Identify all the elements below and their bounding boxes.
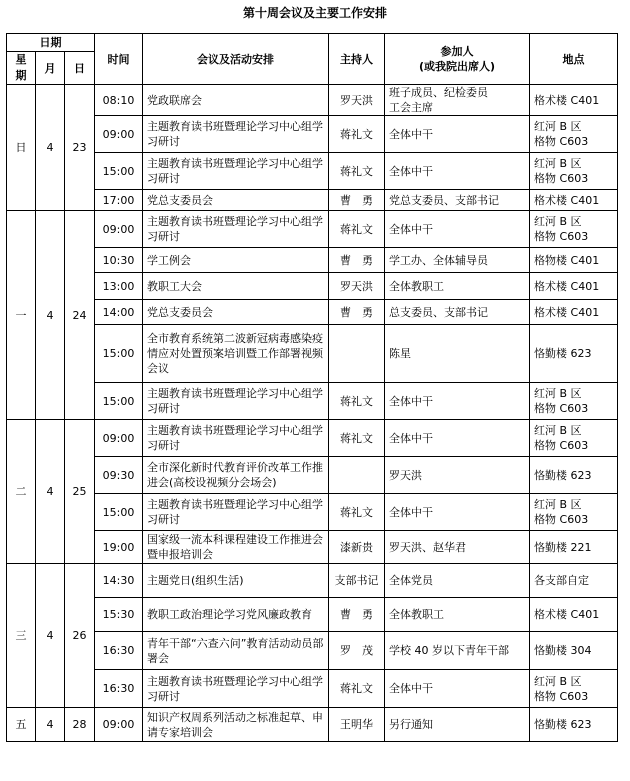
host-cell: 曹 勇 (329, 300, 385, 325)
host-cell: 支部书记 (329, 564, 385, 598)
location-cell (530, 708, 618, 742)
day-header: 日 (65, 52, 95, 85)
host-cell (329, 325, 385, 383)
attendees-cell (385, 273, 530, 300)
time-cell: 19:00 (95, 531, 143, 564)
attendees-cell (385, 457, 530, 494)
attendees-cell (385, 153, 530, 190)
location-cell (530, 531, 618, 564)
location-line: 格物 C603 (534, 230, 589, 243)
schedule-row (7, 598, 618, 632)
event-cell: 主题党日(组织生活) (143, 564, 329, 598)
event-cell: 教职工大会 (143, 273, 329, 300)
event-cell: 主题教育读书班暨理论学习中心组学习研讨 (143, 494, 329, 531)
attendees-line: 全体教职工 (389, 608, 445, 621)
location-line: 格物楼 C401 (534, 253, 600, 267)
attendees-line: 学校 40 岁以下青年干部 (389, 644, 510, 657)
schedule-row (7, 211, 618, 248)
time-cell: 13:00 (95, 273, 143, 300)
weekday-cell: 二 (7, 420, 36, 564)
schedule-row (7, 273, 618, 300)
month-cell: 4 (36, 708, 65, 742)
host-cell: 蒋礼文 (329, 153, 385, 190)
event-cell: 党总支委员会 (143, 300, 329, 325)
time-cell: 09:00 (95, 420, 143, 457)
attendees-line: 全体党员 (389, 574, 434, 587)
time-cell: 09:00 (95, 116, 143, 153)
date-header: 日期 (7, 34, 95, 52)
attendees-line: 总支委员、支部书记 (389, 305, 489, 319)
host-cell: 罗 茂 (329, 632, 385, 670)
host-cell (329, 457, 385, 494)
attendees-cell (385, 325, 530, 383)
location-cell (530, 670, 618, 708)
attendees-line: 另行通知 (389, 718, 434, 731)
time-cell: 16:30 (95, 670, 143, 708)
time-cell: 17:00 (95, 190, 143, 211)
location-cell (530, 300, 618, 325)
month-cell: 4 (36, 564, 65, 708)
attendee-header-line1: 参加人 (440, 45, 474, 58)
location-cell (530, 273, 618, 300)
weekday-cell: 三 (7, 564, 36, 708)
event-cell: 主题教育读书班暨理论学习中心组学习研讨 (143, 420, 329, 457)
schedule-body (7, 85, 618, 742)
location-line: 格物 C603 (534, 513, 589, 526)
weekday-header-char: 期 (15, 69, 27, 82)
month-header: 月 (36, 52, 65, 85)
event-cell: 主题教育读书班暨理论学习中心组学习研讨 (143, 211, 329, 248)
location-cell (530, 457, 618, 494)
attendees-line: 党总支委员、支部书记 (389, 193, 500, 207)
weekday-header (7, 52, 36, 85)
location-line: 恪勤楼 623 (534, 468, 592, 482)
location-line: 格术楼 C401 (534, 193, 600, 207)
time-cell: 14:00 (95, 300, 143, 325)
attendees-cell (385, 564, 530, 598)
schedule-row (7, 248, 618, 273)
host-cell: 蒋礼文 (329, 494, 385, 531)
attendees-cell (385, 708, 530, 742)
schedule-row (7, 531, 618, 564)
location-cell (530, 494, 618, 531)
header-row-1 (7, 34, 618, 52)
schedule-row (7, 153, 618, 190)
event-cell: 全市深化新时代教育评价改革工作推进会(高校设视频分会场会) (143, 457, 329, 494)
attendees-line: 全体中干 (389, 164, 434, 178)
location-line: 格术楼 C401 (534, 279, 600, 293)
day-cell: 26 (65, 564, 95, 708)
event-cell: 党总支委员会 (143, 190, 329, 211)
attendees-cell (385, 116, 530, 153)
location-line: 恪勤楼 623 (534, 718, 592, 731)
attendees-line: 工会主席 (389, 101, 434, 114)
location-line: 红河 B 区 (534, 120, 582, 133)
event-cell: 知识产权周系列活动之标准起草、申请专家培训会 (143, 708, 329, 742)
month-cell: 4 (36, 211, 65, 420)
location-cell (530, 190, 618, 211)
event-cell: 学工例会 (143, 248, 329, 273)
location-cell (530, 564, 618, 598)
attendees-line: 全体中干 (389, 431, 434, 445)
attendees-cell (385, 531, 530, 564)
schedule-row (7, 300, 618, 325)
attendees-cell (385, 420, 530, 457)
schedule-row (7, 632, 618, 670)
attendees-line: 全体中干 (389, 222, 434, 236)
location-line: 红河 B 区 (534, 157, 582, 170)
event-header: 会议及活动安排 (143, 34, 329, 85)
attendees-line: 全体中干 (389, 394, 434, 408)
location-line: 格物 C603 (534, 135, 589, 148)
event-cell: 全市教育系统第二波新冠病毒感染疫情应对处置预案培训暨工作部署视频会议 (143, 325, 329, 383)
attendees-line: 全体中干 (389, 127, 434, 141)
attendees-line: 学工办、全体辅导员 (389, 253, 489, 267)
location-cell (530, 420, 618, 457)
location-line: 恪勤楼 623 (534, 347, 592, 360)
host-cell: 曹 勇 (329, 248, 385, 273)
host-cell: 蒋礼文 (329, 670, 385, 708)
day-cell: 28 (65, 708, 95, 742)
location-line: 格术楼 C401 (534, 608, 600, 621)
attendee-header-line2: (或我院出席人) (418, 60, 496, 73)
attendees-line: 全体中干 (389, 505, 434, 519)
host-cell: 漆新贵 (329, 531, 385, 564)
host-cell: 蒋礼文 (329, 383, 385, 420)
location-cell (530, 153, 618, 190)
schedule-row (7, 325, 618, 383)
attendees-line: 全体教职工 (389, 279, 445, 293)
location-line: 各支部自定 (534, 574, 590, 587)
host-cell: 王明华 (329, 708, 385, 742)
attendees-line: 罗天洪 (389, 468, 423, 482)
attendees-cell (385, 248, 530, 273)
location-cell (530, 383, 618, 420)
time-cell: 15:00 (95, 153, 143, 190)
schedule-row (7, 564, 618, 598)
location-line: 恪勤楼 221 (534, 540, 592, 554)
event-cell: 教职工政治理论学习党风廉政教育 (143, 598, 329, 632)
event-cell: 党政联席会 (143, 85, 329, 116)
event-cell: 青年干部“六查六问”教育活动动员部署会 (143, 632, 329, 670)
month-cell: 4 (36, 420, 65, 564)
location-line: 红河 B 区 (534, 674, 582, 688)
location-cell (530, 248, 618, 273)
location-line: 格物 C603 (534, 689, 589, 703)
location-line: 格物 C603 (534, 402, 589, 415)
event-cell: 主题教育读书班暨理论学习中心组学习研讨 (143, 670, 329, 708)
time-cell: 16:30 (95, 632, 143, 670)
location-cell (530, 85, 618, 116)
location-cell (530, 632, 618, 670)
attendee-header (385, 34, 530, 85)
time-cell: 09:30 (95, 457, 143, 494)
location-cell (530, 116, 618, 153)
event-cell: 国家级一流本科课程建设工作推进会暨申报培训会 (143, 531, 329, 564)
location-line: 红河 B 区 (534, 498, 582, 511)
schedule-row (7, 457, 618, 494)
host-cell: 蒋礼文 (329, 211, 385, 248)
location-line: 红河 B 区 (534, 387, 582, 400)
attendees-cell (385, 190, 530, 211)
attendees-cell (385, 85, 530, 116)
day-cell: 24 (65, 211, 95, 420)
time-cell: 08:10 (95, 85, 143, 116)
time-cell: 15:00 (95, 325, 143, 383)
location-line: 恪勤楼 304 (534, 644, 592, 657)
schedule-row (7, 190, 618, 211)
attendees-cell (385, 632, 530, 670)
time-header: 时间 (95, 34, 143, 85)
time-cell: 14:30 (95, 564, 143, 598)
event-cell: 主题教育读书班暨理论学习中心组学习研讨 (143, 383, 329, 420)
location-line: 格术楼 C401 (534, 93, 600, 107)
location-line: 格物 C603 (534, 439, 589, 452)
time-cell: 09:00 (95, 211, 143, 248)
time-cell: 10:30 (95, 248, 143, 273)
weekday-header-char: 星 (15, 53, 27, 66)
location-header: 地点 (530, 34, 618, 85)
schedule-row (7, 670, 618, 708)
attendees-cell (385, 598, 530, 632)
event-cell: 主题教育读书班暨理论学习中心组学习研讨 (143, 153, 329, 190)
time-cell: 15:00 (95, 383, 143, 420)
location-line: 格物 C603 (534, 172, 589, 185)
attendees-cell (385, 670, 530, 708)
host-header: 主持人 (329, 34, 385, 85)
location-line: 格术楼 C401 (534, 305, 600, 319)
attendees-line: 班子成员、纪检委员 (389, 86, 489, 99)
attendees-line: 全体中干 (389, 682, 434, 695)
time-cell: 09:00 (95, 708, 143, 742)
attendees-cell (385, 383, 530, 420)
attendees-line: 罗天洪、赵华君 (389, 540, 467, 554)
schedule-row (7, 383, 618, 420)
month-cell: 4 (36, 85, 65, 211)
attendees-cell (385, 494, 530, 531)
schedule-row (7, 85, 618, 116)
location-cell (530, 598, 618, 632)
location-cell (530, 325, 618, 383)
weekday-cell: 日 (7, 85, 36, 211)
schedule-row (7, 420, 618, 457)
attendees-line: 陈星 (389, 347, 412, 360)
location-line: 红河 B 区 (534, 215, 582, 228)
time-cell: 15:00 (95, 494, 143, 531)
attendees-cell (385, 300, 530, 325)
attendees-cell (385, 211, 530, 248)
day-cell: 25 (65, 420, 95, 564)
schedule-row (7, 116, 618, 153)
event-cell: 主题教育读书班暨理论学习中心组学习研讨 (143, 116, 329, 153)
schedule-row (7, 708, 618, 742)
schedule-row (7, 494, 618, 531)
day-cell: 23 (65, 85, 95, 211)
schedule-table (6, 33, 618, 742)
host-cell: 罗天洪 (329, 273, 385, 300)
host-cell: 罗天洪 (329, 85, 385, 116)
time-cell: 15:30 (95, 598, 143, 632)
page-title: 第十周会议及主要工作安排 (242, 6, 387, 20)
host-cell: 蒋礼文 (329, 420, 385, 457)
location-line: 红河 B 区 (534, 424, 582, 437)
location-cell (530, 211, 618, 248)
weekday-cell: 五 (7, 708, 36, 742)
host-cell: 蒋礼文 (329, 116, 385, 153)
weekday-cell: 一 (7, 211, 36, 420)
host-cell: 曹 勇 (329, 190, 385, 211)
host-cell: 曹 勇 (329, 598, 385, 632)
